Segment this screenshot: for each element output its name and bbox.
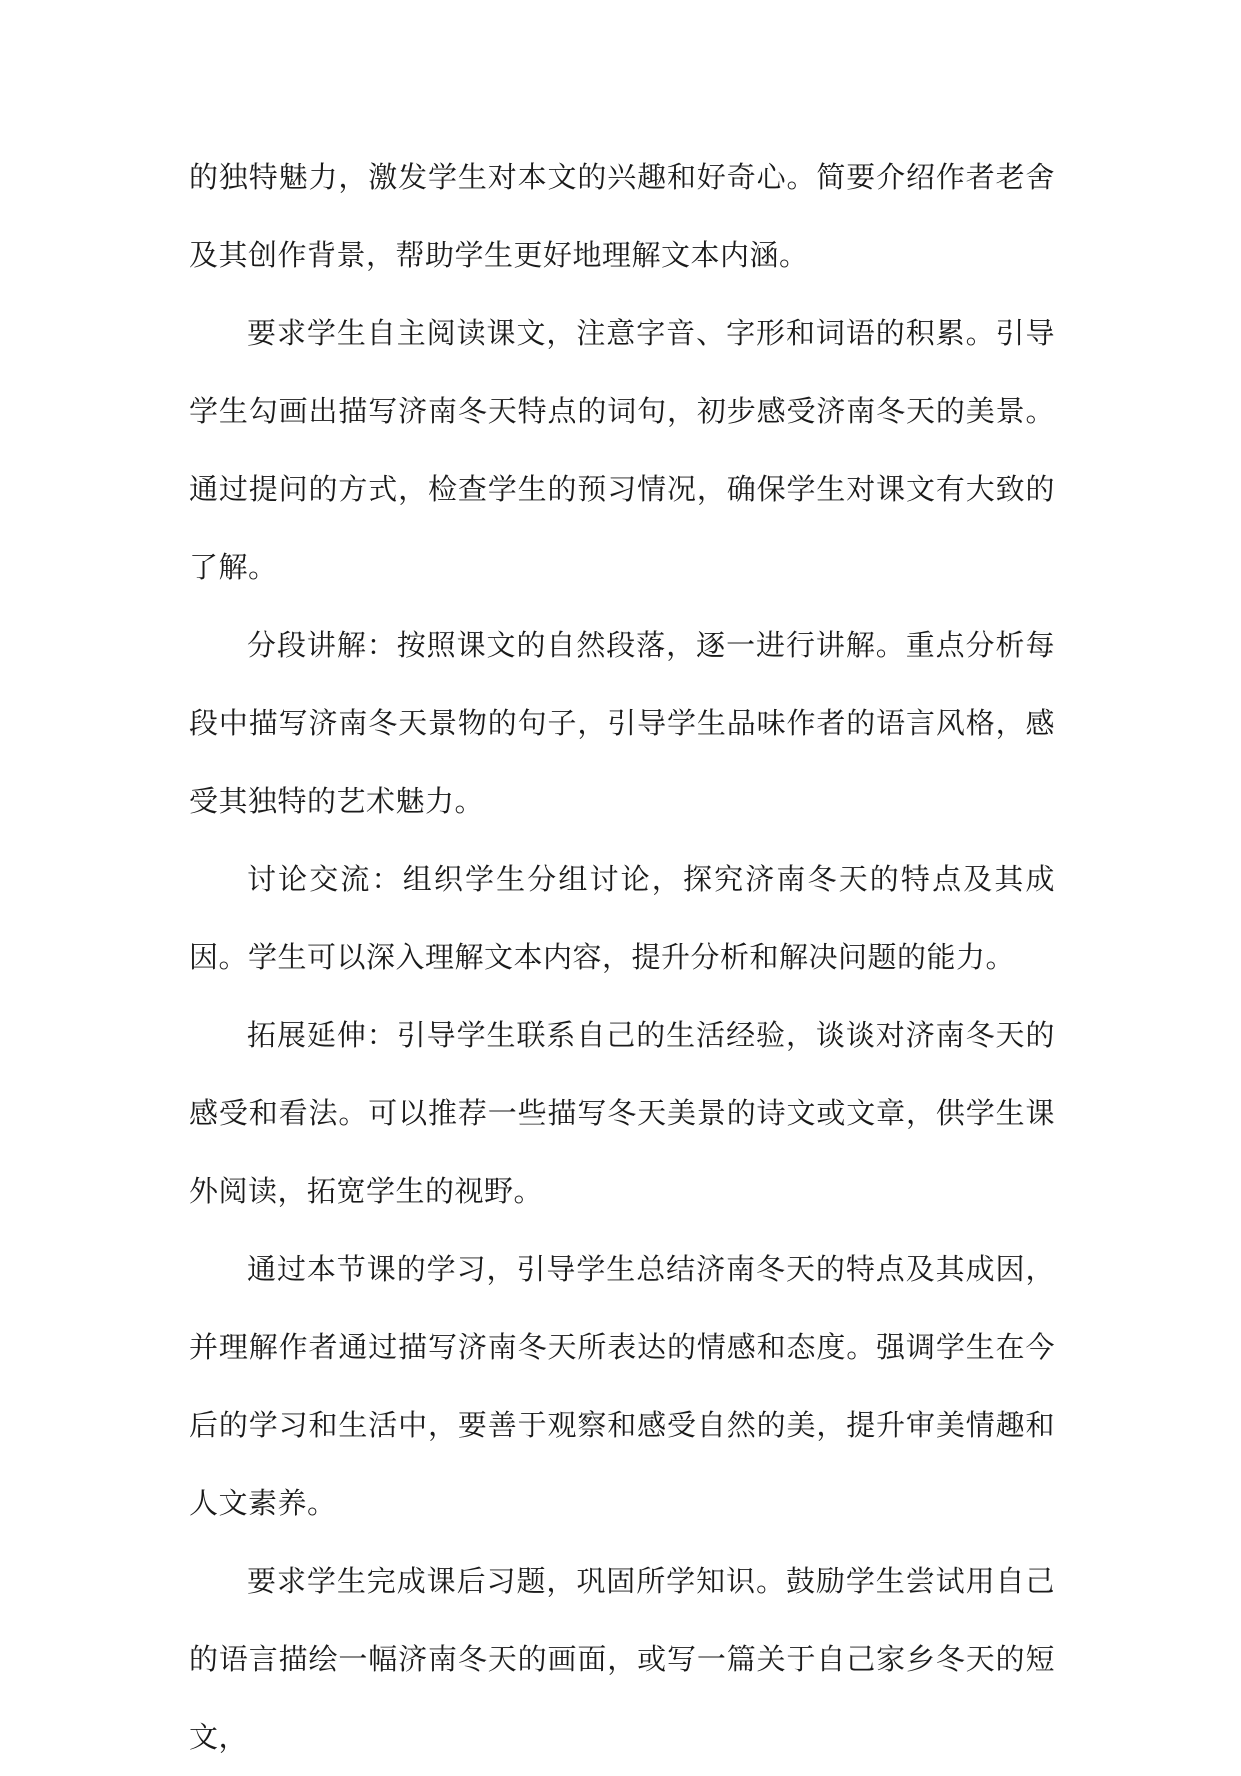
paragraph-section-explanation: 分段讲解：按照课文的自然段落，逐一进行讲解。重点分析每段中描写济南冬天景物的句子，引导学生品味作者的语言风格，感受其独特的艺术魅力。 bbox=[189, 628, 1055, 818]
paragraph-discussion: 讨论交流：组织学生分组讨论，探究济南冬天的特点及其成因。学生可以深入理解文本内容，提升分析和解决问题的能力。 bbox=[189, 862, 1055, 974]
paragraph-continuation: 的独特魅力，激发学生对本文的兴趣和好奇心。简要介绍作者老舍及其创作背景，帮助学生更好地理解文本内涵。 bbox=[189, 160, 1055, 272]
paragraph-homework: 要求学生完成课后习题，巩固所学知识。鼓励学生尝试用自己的语言描绘一幅济南冬天的画面，或写一篇关于自己家乡冬天的短文， bbox=[189, 1564, 1055, 1754]
paragraph-summary: 通过本节课的学习，引导学生总结济南冬天的特点及其成因，并理解作者通过描写济南冬天所表达的情感和态度。强调学生在今后的学习和生活中，要善于观察和感受自然的美，提升审美情趣和人文素养。 bbox=[189, 1252, 1055, 1520]
paragraph-preview-reading: 要求学生自主阅读课文，注意字音、字形和词语的积累。引导学生勾画出描写济南冬天特点的词句，初步感受济南冬天的美景。通过提问的方式，检查学生的预习情况，确保学生对课文有大致的了解。 bbox=[189, 316, 1055, 584]
document-body bbox=[189, 138, 1055, 1776]
paragraph-extension: 拓展延伸：引导学生联系自己的生活经验，谈谈对济南冬天的感受和看法。可以推荐一些描写冬天美景的诗文或文章，供学生课外阅读，拓宽学生的视野。 bbox=[189, 1018, 1055, 1208]
